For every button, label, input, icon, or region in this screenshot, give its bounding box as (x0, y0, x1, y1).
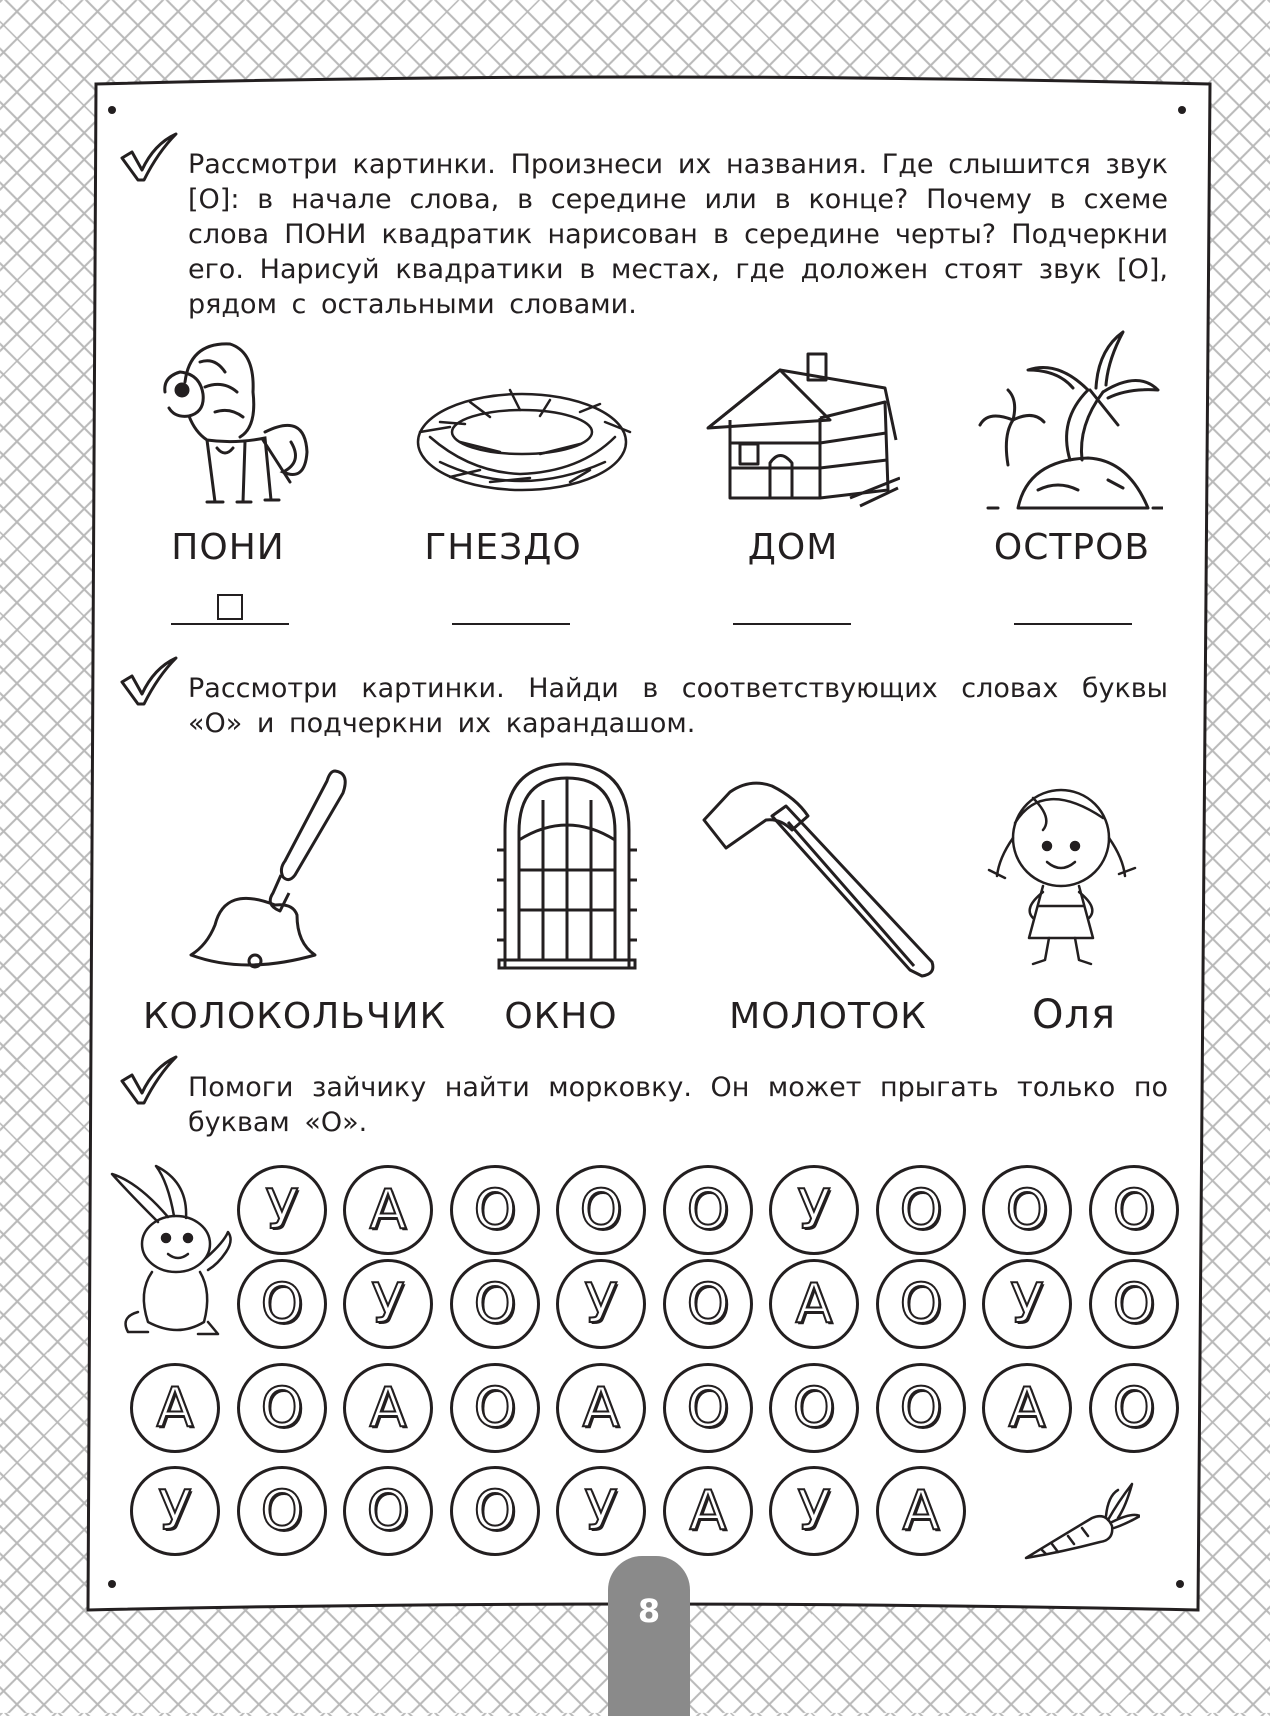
maze-cell[interactable] (1089, 1259, 1179, 1349)
maze-cell[interactable] (663, 1259, 753, 1349)
carrot-icon (1022, 1482, 1140, 1562)
maze-letter: О (899, 1178, 943, 1241)
maze-letter: У (584, 1479, 618, 1542)
maze-letter: О (1112, 1178, 1156, 1241)
maze-letter: О (1112, 1272, 1156, 1335)
maze-cell[interactable] (982, 1165, 1072, 1255)
maze-letter: О (366, 1479, 410, 1542)
maze-letter: О (473, 1479, 517, 1542)
bunny-icon (108, 1162, 240, 1340)
maze-letter: О (686, 1178, 730, 1241)
word-olya: Оля (1031, 992, 1117, 1038)
maze-letter: А (1008, 1376, 1046, 1439)
maze-cell[interactable] (876, 1165, 966, 1255)
maze-cell[interactable] (450, 1363, 540, 1453)
maze-cell[interactable] (769, 1165, 859, 1255)
sound-square (217, 594, 243, 620)
maze-cell[interactable] (876, 1259, 966, 1349)
maze-letter: О (579, 1178, 623, 1241)
maze-letter: О (1005, 1178, 1049, 1241)
island-icon (978, 330, 1163, 510)
scheme-line-poni (171, 623, 289, 625)
maze-letter: У (158, 1479, 192, 1542)
scheme-line-ostrov[interactable] (1014, 623, 1132, 625)
maze-cell[interactable] (769, 1363, 859, 1453)
maze-letter: А (582, 1376, 620, 1439)
checkmark-icon (118, 132, 180, 182)
maze-cell[interactable] (130, 1363, 220, 1453)
maze-letter: А (902, 1479, 940, 1542)
maze-cell[interactable] (1089, 1363, 1179, 1453)
maze-cell[interactable] (982, 1259, 1072, 1349)
maze-cell[interactable] (237, 1466, 327, 1556)
word-dom: ДОМ (747, 527, 839, 568)
maze-cell[interactable] (876, 1466, 966, 1556)
maze-letter: У (265, 1178, 299, 1241)
checkmark-icon (118, 656, 180, 706)
task2-instructions: Рассмотри картинки. Найди в соответствующих словах буквы «О» и подчеркни их карандашом. (188, 673, 1168, 739)
maze-cell[interactable] (343, 1165, 433, 1255)
maze-letter: О (1112, 1376, 1156, 1439)
maze-letter: А (795, 1272, 833, 1335)
word-molotok: МОЛОТОК (729, 996, 927, 1037)
maze-cell[interactable] (556, 1259, 646, 1349)
maze-cell[interactable] (450, 1165, 540, 1255)
word-gnezdo: ГНЕЗДО (424, 527, 582, 568)
maze-letter: О (260, 1479, 304, 1542)
maze-cell[interactable] (982, 1363, 1072, 1453)
maze-letter: У (797, 1479, 831, 1542)
scheme-line-dom[interactable] (733, 623, 851, 625)
nest-icon (410, 382, 635, 512)
house-icon (700, 348, 900, 518)
pony-icon (145, 332, 325, 517)
word-poni: ПОНИ (171, 527, 285, 568)
maze-cell[interactable] (556, 1363, 646, 1453)
task1-instructions: Рассмотри картинки. Произнеси их названия. Где слышится звук [О]: в начале слова, в середине или в конце? Почему в схеме слова ПОНИ квадратик нарисован в середине черты? Подчеркни его. Нарисуй квадратики в местах, где доложен стоят звук [О], рядом с остальными словами. (188, 149, 1168, 320)
maze-cell[interactable] (769, 1259, 859, 1349)
word-ostrov: ОСТРОВ (993, 527, 1151, 568)
maze-letter: У (371, 1272, 405, 1335)
maze-cell[interactable] (556, 1466, 646, 1556)
word-okno: ОКНО (504, 996, 618, 1037)
maze-letter: У (797, 1178, 831, 1241)
window-icon (497, 760, 637, 970)
maze-letter: У (1010, 1272, 1044, 1335)
maze-cell[interactable] (769, 1466, 859, 1556)
maze-cell[interactable] (1089, 1165, 1179, 1255)
maze-letter: А (369, 1376, 407, 1439)
maze-cell[interactable] (343, 1259, 433, 1349)
maze-letter: А (369, 1178, 407, 1241)
maze-cell[interactable] (663, 1466, 753, 1556)
maze-letter: О (473, 1178, 517, 1241)
maze-letter: О (260, 1376, 304, 1439)
maze-cell[interactable] (237, 1165, 327, 1255)
maze-cell[interactable] (343, 1363, 433, 1453)
maze-letter: О (260, 1272, 304, 1335)
task3-instructions: Помоги зайчику найти морковку. Он может прыгать только по буквам «О». (188, 1072, 1168, 1138)
checkmark-icon (118, 1055, 180, 1105)
maze-cell[interactable] (876, 1363, 966, 1453)
word-kolokolchik: КОЛОКОЛЬЧИК (143, 996, 447, 1037)
maze-cell[interactable] (450, 1259, 540, 1349)
maze-letter: У (584, 1272, 618, 1335)
maze-letter: О (686, 1272, 730, 1335)
maze-letter: О (473, 1376, 517, 1439)
maze-cell[interactable] (343, 1466, 433, 1556)
page-number: 8 (637, 1592, 661, 1630)
maze-letter: О (899, 1272, 943, 1335)
maze-letter: О (686, 1376, 730, 1439)
maze-letter: О (473, 1272, 517, 1335)
maze-letter: А (689, 1479, 727, 1542)
maze-cell[interactable] (663, 1165, 753, 1255)
maze-cell[interactable] (663, 1363, 753, 1453)
scheme-line-gnezdo[interactable] (452, 623, 570, 625)
page-number-tab (608, 1556, 690, 1716)
maze-cell[interactable] (237, 1259, 327, 1349)
maze-cell[interactable] (556, 1165, 646, 1255)
maze-letter: О (792, 1376, 836, 1439)
maze-cell[interactable] (450, 1466, 540, 1556)
maze-letter: О (899, 1376, 943, 1439)
bell-icon (185, 765, 360, 970)
maze-cell[interactable] (237, 1363, 327, 1453)
maze-cell[interactable] (130, 1466, 220, 1556)
girl-icon (983, 768, 1138, 968)
hammer-icon (700, 770, 940, 980)
maze-letter: А (156, 1376, 194, 1439)
